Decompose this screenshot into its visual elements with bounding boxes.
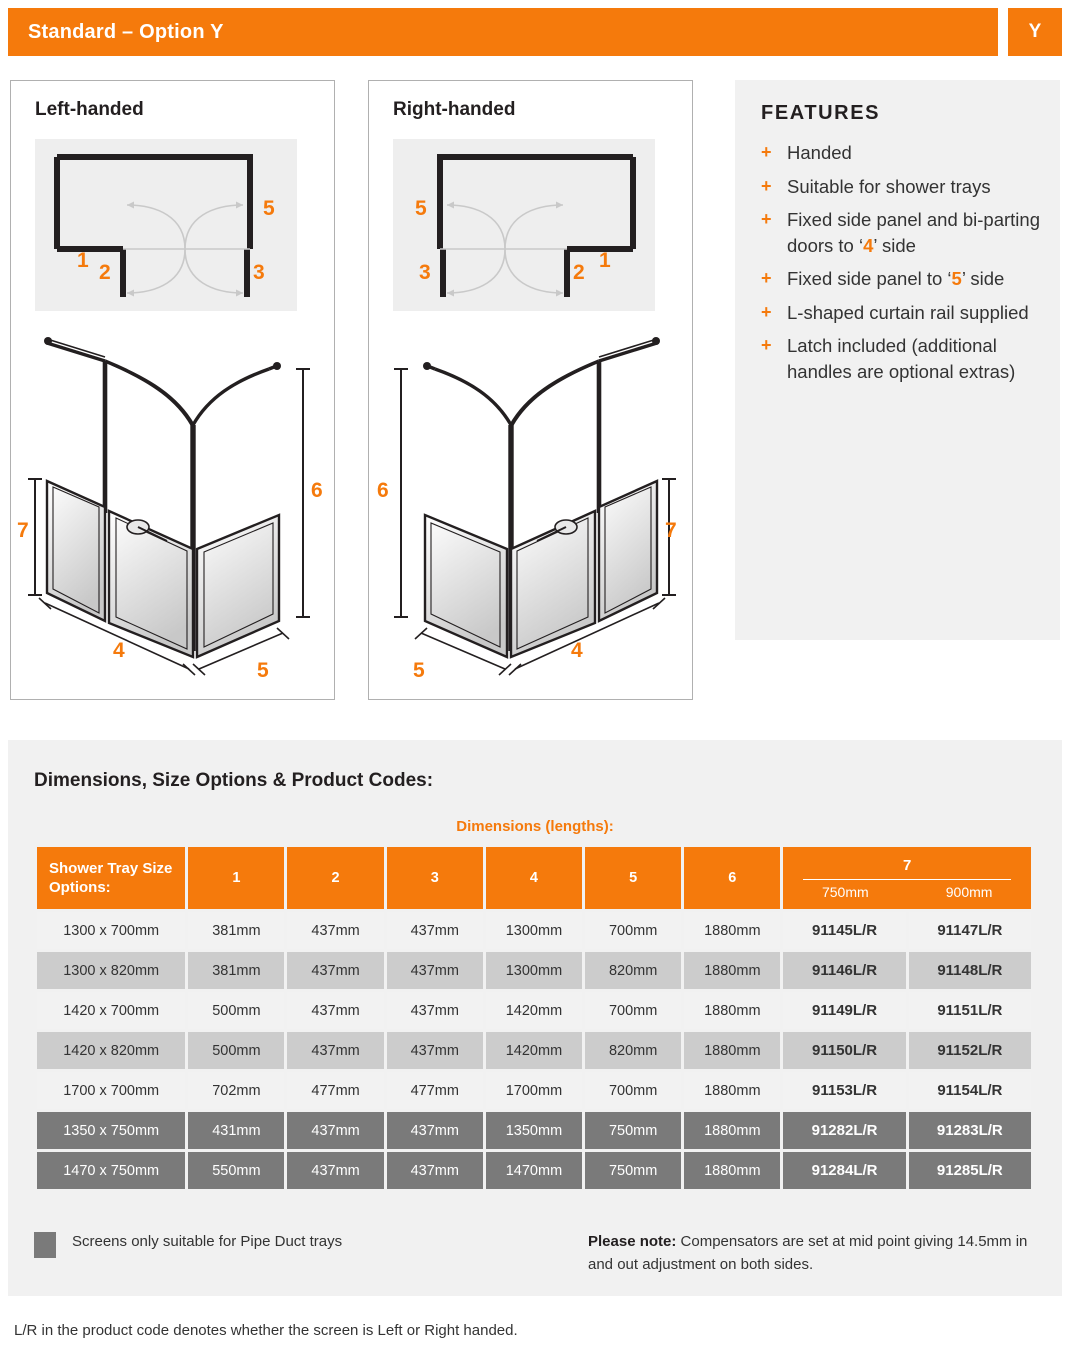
cell-dimension: 500mm	[188, 992, 284, 1029]
table-row	[37, 1152, 1031, 1189]
cell-dimension: 477mm	[287, 1072, 383, 1109]
table-header-row	[37, 847, 1031, 909]
feature-item	[761, 140, 1041, 166]
cell-product-code: 91148L/R	[909, 952, 1031, 989]
table-row	[37, 1032, 1031, 1069]
cell-tray-size: 1300 x 820mm	[37, 952, 185, 989]
cell-product-code: 91284L/R	[783, 1152, 905, 1189]
table-row	[37, 952, 1031, 989]
plan-label-right-5: 5	[415, 197, 427, 220]
feature-item	[761, 174, 1041, 200]
feature-highlight: 5	[951, 268, 962, 289]
features-heading: FEATURES	[761, 102, 881, 124]
iso-label-left-7: 7	[17, 519, 29, 542]
table-row	[37, 992, 1031, 1029]
cell-product-code: 91150L/R	[783, 1032, 905, 1069]
cell-tray-size: 1420 x 700mm	[37, 992, 185, 1029]
cell-dimension: 1420mm	[486, 992, 582, 1029]
dimensions-section	[8, 740, 1062, 1296]
feature-text: Fixed side panel and bi-parting doors to ‘4’ side	[787, 209, 1040, 256]
iso-label-right-7: 7	[665, 519, 677, 542]
header-col-7	[783, 847, 1031, 909]
table-row	[37, 1072, 1031, 1109]
cell-dimension: 1300mm	[486, 952, 582, 989]
header-col-3: 3	[387, 847, 483, 909]
cell-dimension: 1300mm	[486, 912, 582, 949]
iso-label-left-4: 4	[113, 639, 125, 662]
cell-dimension: 381mm	[188, 952, 284, 989]
plan-label-left-1: 1	[77, 249, 89, 272]
features-panel	[735, 80, 1060, 640]
cell-dimension: 437mm	[387, 912, 483, 949]
plan-view-right	[393, 139, 655, 311]
option-badge: Y	[1008, 8, 1062, 56]
product-codes-table	[34, 844, 1034, 1192]
cell-product-code: 91147L/R	[909, 912, 1031, 949]
plus-icon: +	[761, 142, 772, 162]
feature-text: Suitable for shower trays	[787, 175, 991, 197]
please-note-text: Compensators are set at mid point giving 14.5mm in and out adjustment on both sides.	[588, 1233, 1028, 1273]
cell-dimension: 500mm	[188, 1032, 284, 1069]
cell-dimension: 437mm	[387, 952, 483, 989]
cell-tray-size: 1350 x 750mm	[37, 1112, 185, 1149]
cell-dimension: 550mm	[188, 1152, 284, 1189]
cell-product-code: 91282L/R	[783, 1112, 905, 1149]
diagram-panel-right-handed	[368, 80, 693, 700]
plus-icon: +	[761, 301, 772, 322]
cell-dimension: 437mm	[387, 1032, 483, 1069]
please-note-bold: Please note:	[588, 1233, 677, 1250]
cell-dimension: 431mm	[188, 1112, 284, 1149]
plus-icon: +	[761, 335, 772, 355]
cell-product-code: 91153L/R	[783, 1072, 905, 1109]
legend-swatch-pipe-duct	[34, 1232, 56, 1258]
cell-dimension: 750mm	[585, 1152, 681, 1189]
header-col-6: 6	[684, 847, 780, 909]
cell-dimension: 700mm	[585, 1072, 681, 1109]
feature-highlight: 4	[863, 234, 874, 256]
plan-view-right-svg	[393, 139, 655, 311]
header-col-2: 2	[287, 847, 383, 909]
dimensions-lengths-label: Dimensions (lengths):	[456, 818, 614, 835]
header-col-7-sub-750: 750mm	[821, 884, 869, 900]
plan-view-left-svg	[35, 139, 297, 311]
panel-title-left: Left-handed	[35, 99, 144, 120]
feature-text: Handed	[787, 142, 852, 163]
isometric-view-left	[17, 321, 329, 693]
cell-tray-size: 1420 x 820mm	[37, 1032, 185, 1069]
plan-label-left-3: 3	[253, 261, 265, 284]
isometric-view-left-svg	[17, 321, 329, 693]
iso-label-left-6: 6	[311, 479, 323, 502]
header-col-7-label: 7	[903, 857, 912, 874]
plan-label-right-1: 1	[599, 249, 611, 272]
cell-dimension: 1880mm	[684, 1032, 780, 1069]
cell-dimension: 820mm	[585, 952, 681, 989]
plus-icon: +	[761, 268, 772, 288]
header-col-5: 5	[585, 847, 681, 909]
header-col-7-sub-900: 900mm	[945, 884, 993, 900]
cell-product-code: 91151L/R	[909, 992, 1031, 1029]
cell-dimension: 700mm	[585, 992, 681, 1029]
cell-tray-size: 1700 x 700mm	[37, 1072, 185, 1109]
page-title: Standard – Option Y	[28, 20, 224, 43]
cell-product-code: 91285L/R	[909, 1152, 1031, 1189]
plus-icon: +	[761, 175, 772, 196]
section-title: Dimensions, Size Options & Product Codes:	[34, 770, 434, 791]
panel-title-right: Right-handed	[393, 99, 516, 120]
header-col-1: 1	[188, 847, 284, 909]
cell-product-code: 91154L/R	[909, 1072, 1031, 1109]
cell-dimension: 437mm	[387, 1152, 483, 1189]
cell-dimension: 381mm	[188, 912, 284, 949]
plan-view-left	[35, 139, 297, 311]
table-row	[37, 912, 1031, 949]
cell-dimension: 1700mm	[486, 1072, 582, 1109]
cell-tray-size: 1300 x 700mm	[37, 912, 185, 949]
iso-label-left-5: 5	[257, 659, 269, 682]
cell-product-code: 91146L/R	[783, 952, 905, 989]
header-bar	[8, 8, 998, 56]
feature-text: Fixed side panel to ‘5’ side	[787, 268, 1005, 289]
cell-product-code: 91149L/R	[783, 992, 905, 1029]
cell-dimension: 437mm	[287, 952, 383, 989]
iso-label-right-4: 4	[571, 639, 583, 662]
isometric-view-right-svg	[375, 321, 687, 693]
feature-item	[761, 333, 1041, 384]
page-header	[8, 8, 1062, 56]
cell-dimension: 437mm	[287, 1112, 383, 1149]
cell-tray-size: 1470 x 750mm	[37, 1152, 185, 1189]
plan-label-left-5: 5	[263, 197, 275, 220]
cell-dimension: 437mm	[287, 912, 383, 949]
feature-item	[761, 266, 1041, 292]
please-note	[588, 1230, 1048, 1276]
feature-item	[761, 207, 1041, 258]
cell-dimension: 750mm	[585, 1112, 681, 1149]
cell-dimension: 700mm	[585, 912, 681, 949]
plan-label-right-3: 3	[419, 261, 431, 284]
features-list	[761, 140, 1041, 392]
cell-dimension: 437mm	[387, 1112, 483, 1149]
cell-product-code: 91145L/R	[783, 912, 905, 949]
cell-dimension: 1880mm	[684, 1072, 780, 1109]
cell-dimension: 702mm	[188, 1072, 284, 1109]
cell-dimension: 437mm	[287, 992, 383, 1029]
plan-label-left-2: 2	[99, 261, 111, 284]
feature-text: Latch included (additional handles are optional extras)	[787, 335, 1016, 382]
legend-text: Screens only suitable for Pipe Duct trays	[72, 1233, 343, 1250]
header-tray-options: Shower Tray Size Options:	[37, 847, 185, 909]
header-col-7-rule	[803, 879, 1011, 880]
cell-dimension: 1420mm	[486, 1032, 582, 1069]
table-row	[37, 1112, 1031, 1149]
cell-dimension: 1470mm	[486, 1152, 582, 1189]
cell-dimension: 437mm	[387, 992, 483, 1029]
iso-label-right-5: 5	[413, 659, 425, 682]
iso-label-right-6: 6	[377, 479, 389, 502]
cell-product-code: 91152L/R	[909, 1032, 1031, 1069]
diagram-panel-left-handed	[10, 80, 335, 700]
cell-dimension: 820mm	[585, 1032, 681, 1069]
cell-dimension: 437mm	[287, 1152, 383, 1189]
plus-icon: +	[761, 209, 772, 229]
header-col-4: 4	[486, 847, 582, 909]
feature-item	[761, 300, 1041, 326]
cell-product-code: 91283L/R	[909, 1112, 1031, 1149]
plan-label-right-2: 2	[573, 261, 585, 284]
table-body	[37, 912, 1031, 1189]
footnote: L/R in the product code denotes whether the screen is Left or Right handed.	[14, 1322, 518, 1339]
cell-dimension: 1880mm	[684, 912, 780, 949]
feature-text: L-shaped curtain rail supplied	[787, 301, 1029, 323]
cell-dimension: 1350mm	[486, 1112, 582, 1149]
cell-dimension: 1880mm	[684, 1152, 780, 1189]
cell-dimension: 1880mm	[684, 1112, 780, 1149]
cell-dimension: 1880mm	[684, 992, 780, 1029]
isometric-view-right	[375, 321, 687, 693]
cell-dimension: 1880mm	[684, 952, 780, 989]
cell-dimension: 437mm	[287, 1032, 383, 1069]
cell-dimension: 477mm	[387, 1072, 483, 1109]
